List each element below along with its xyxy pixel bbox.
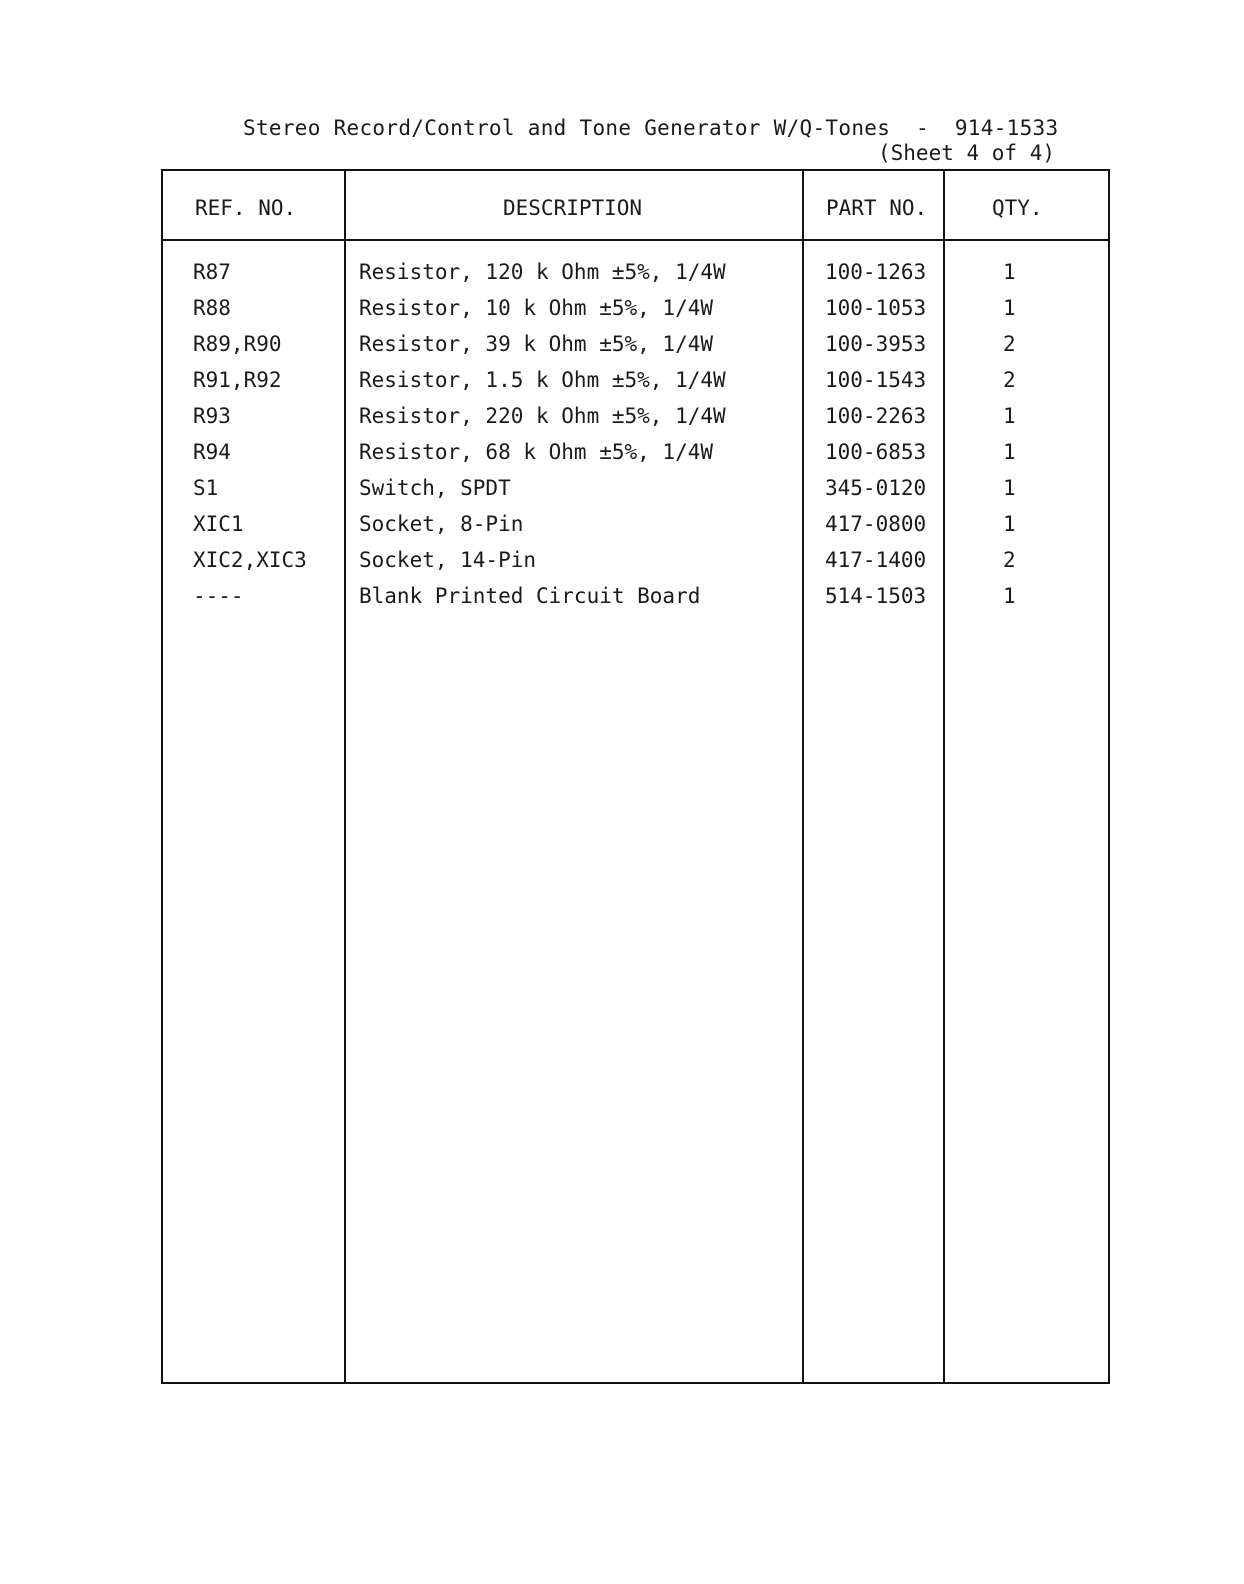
ref-no-cell: R89,R90: [193, 332, 282, 356]
column-header-description: DESCRIPTION: [503, 196, 643, 220]
qty-cell: 1: [1003, 260, 1016, 284]
ref-no-cell: S1: [193, 476, 219, 500]
qty-cell: 1: [1003, 404, 1016, 428]
sheet-number: (Sheet 4 of 4): [878, 141, 1056, 165]
description-cell: Resistor, 1.5 k Ohm ±5%, 1/4W: [359, 368, 726, 392]
part-no-cell: 417-1400: [825, 548, 927, 572]
description-cell: Resistor, 68 k Ohm ±5%, 1/4W: [359, 440, 714, 464]
part-no-cell: 100-1053: [825, 296, 927, 320]
ref-no-cell: R91,R92: [193, 368, 282, 392]
qty-cell: 2: [1003, 368, 1016, 392]
ref-no-cell: R94: [193, 440, 231, 464]
part-no-cell: 514-1503: [825, 584, 927, 608]
description-cell: Resistor, 220 k Ohm ±5%, 1/4W: [359, 404, 726, 428]
column-header-qty: QTY.: [992, 196, 1043, 220]
qty-cell: 2: [1003, 548, 1016, 572]
header-divider: [163, 239, 1108, 241]
part-no-cell: 100-2263: [825, 404, 927, 428]
column-divider: [344, 171, 346, 1382]
description-cell: Switch, SPDT: [359, 476, 511, 500]
description-cell: Resistor, 120 k Ohm ±5%, 1/4W: [359, 260, 726, 284]
ref-no-cell: R93: [193, 404, 231, 428]
part-no-cell: 345-0120: [825, 476, 927, 500]
qty-cell: 1: [1003, 440, 1016, 464]
description-cell: Resistor, 10 k Ohm ±5%, 1/4W: [359, 296, 714, 320]
ref-no-cell: ----: [193, 584, 244, 608]
qty-cell: 2: [1003, 332, 1016, 356]
description-cell: Blank Printed Circuit Board: [359, 584, 701, 608]
ref-no-cell: R87: [193, 260, 231, 284]
column-header-ref-no: REF. NO.: [195, 196, 297, 220]
part-no-cell: 100-6853: [825, 440, 927, 464]
ref-no-cell: XIC1: [193, 512, 244, 536]
ref-no-cell: R88: [193, 296, 231, 320]
part-no-cell: 417-0800: [825, 512, 927, 536]
column-divider: [943, 171, 945, 1382]
parts-list-table: [161, 169, 1110, 1384]
description-cell: Socket, 14-Pin: [359, 548, 537, 572]
part-no-cell: 100-3953: [825, 332, 927, 356]
qty-cell: 1: [1003, 584, 1016, 608]
qty-cell: 1: [1003, 296, 1016, 320]
ref-no-cell: XIC2,XIC3: [193, 548, 307, 572]
description-cell: Socket, 8-Pin: [359, 512, 524, 536]
column-header-part-no: PART NO.: [826, 196, 928, 220]
document-title: Stereo Record/Control and Tone Generator W/Q-Tones - 914-1533: [243, 116, 1059, 140]
qty-cell: 1: [1003, 476, 1016, 500]
description-cell: Resistor, 39 k Ohm ±5%, 1/4W: [359, 332, 714, 356]
part-no-cell: 100-1543: [825, 368, 927, 392]
part-no-cell: 100-1263: [825, 260, 927, 284]
column-divider: [802, 171, 804, 1382]
qty-cell: 1: [1003, 512, 1016, 536]
